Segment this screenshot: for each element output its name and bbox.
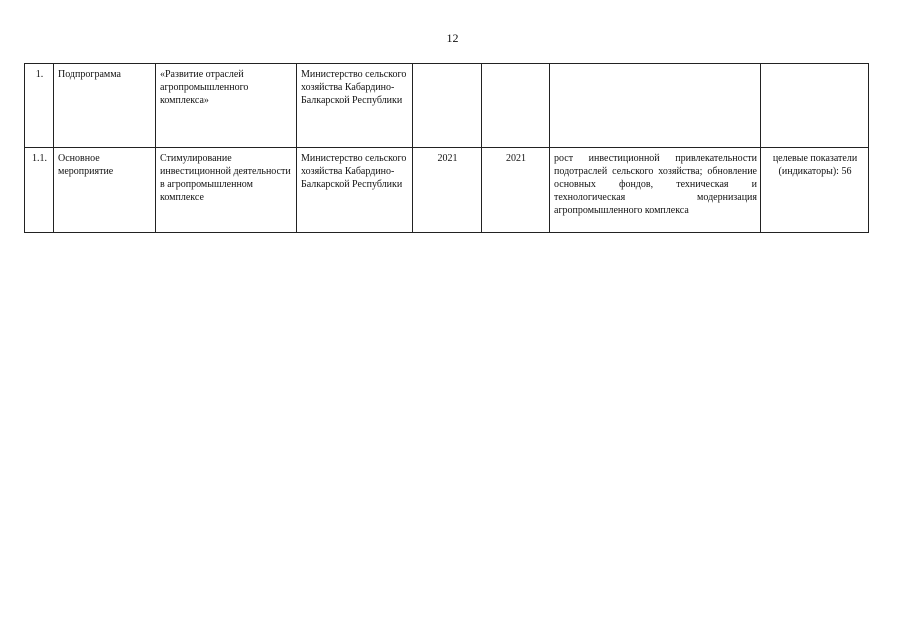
row-start-year (413, 64, 482, 148)
program-table (24, 63, 869, 233)
row-result (550, 64, 761, 148)
row-start-year: 2021 (413, 148, 482, 233)
row-type: Основное мероприятие (54, 148, 156, 233)
row-name: «Развитие отраслей агропромышленного комплекса» (156, 64, 297, 148)
row-number: 1. (25, 64, 54, 148)
page-number: 12 (446, 31, 459, 45)
row-end-year (482, 64, 550, 148)
row-end-year: 2021 (482, 148, 550, 233)
row-result: рост инвестиционной привлекательности подотраслей сельского хозяйства; обновление основных фондов, техническая и технологическая модернизация агропромышленного комплекса (550, 148, 761, 233)
table-row (25, 64, 869, 148)
row-name: Стимулирование инвестиционной деятельности в агропромышленном комплексе (156, 148, 297, 233)
row-number: 1.1. (25, 148, 54, 233)
row-indicators (761, 64, 869, 148)
row-executor: Министерство сельского хозяйства Кабардино-Балкарской Республики (297, 64, 413, 148)
row-type: Подпрограмма (54, 64, 156, 148)
table-row (25, 148, 869, 233)
row-executor: Министерство сельского хозяйства Кабардино-Балкарской Республики (297, 148, 413, 233)
row-indicators: целевые показатели (индикаторы): 56 (761, 148, 869, 233)
